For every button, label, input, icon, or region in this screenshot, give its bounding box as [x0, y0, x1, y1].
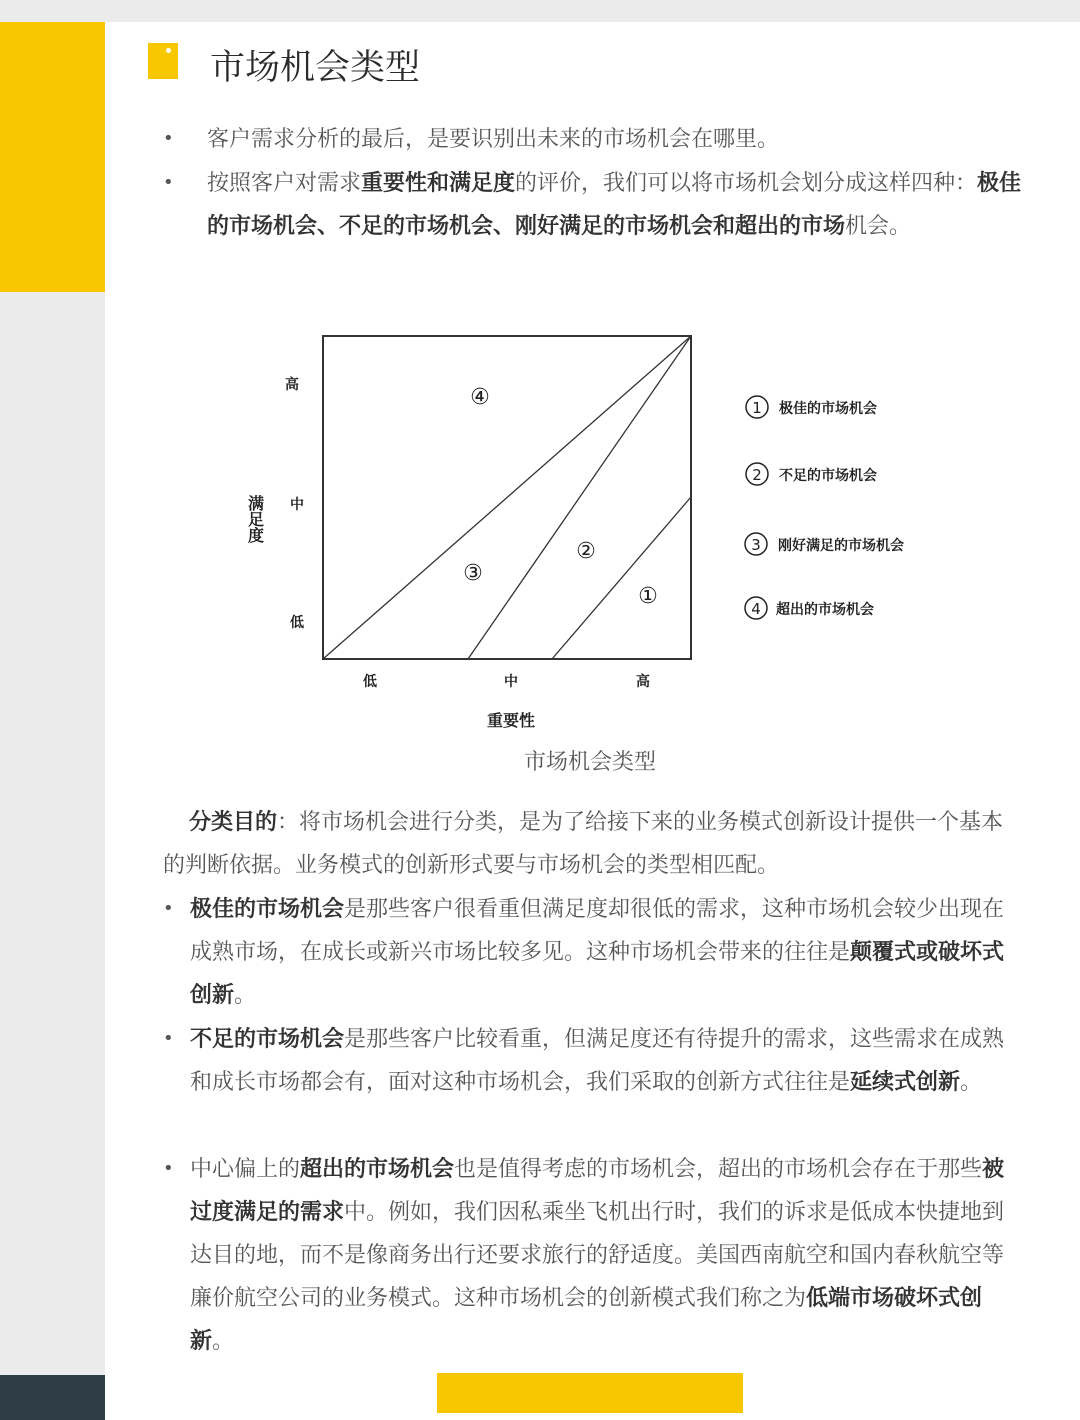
side-footer-bar — [0, 1375, 105, 1420]
svg-text:1: 1 — [752, 399, 762, 417]
x-tick-high: 高 — [636, 674, 650, 690]
purpose-paragraph: 分类目的：将市场机会进行分类，是为了给接下来的业务模式创新设计提供一个基本的判断依据。业务模式的创新形式要与市场机会的类型相匹配。 — [163, 810, 1004, 878]
y-tick-mid: 中 — [290, 497, 304, 513]
diagonal-line-1 — [323, 336, 691, 659]
region-marker-4: ④ — [470, 385, 490, 410]
diagonal-line-3 — [552, 497, 691, 659]
legend-item-2 — [746, 463, 877, 485]
x-tick-mid: 中 — [504, 674, 518, 690]
body-item-2: 不足的市场机会是那些客户比较看重，但满足度还有待提升的需求，这些需求在成熟和成长市场都会有，面对这种市场机会，我们采取的创新方式往往是延续式创新。 — [190, 1027, 1005, 1095]
y-axis-label: 满足度 — [245, 495, 265, 543]
bullet-symbol: • — [163, 898, 174, 919]
title-marker — [148, 43, 178, 79]
region-marker-2: ② — [576, 539, 596, 564]
y-tick-high: 高 — [285, 377, 299, 393]
intro-bullet-2: 按照客户对需求重要性和满足度的评价，我们可以将市场机会划分成这样四种：极佳的市场机会、不足的市场机会、刚好满足的市场机会和超出的市场机会。 — [207, 171, 1022, 239]
svg-text:超出的市场机会: 超出的市场机会 — [776, 602, 874, 618]
legend-item-1 — [746, 396, 877, 418]
bullet-symbol: • — [163, 128, 174, 149]
side-accent-bar — [0, 22, 105, 292]
bullet-symbol: • — [163, 1158, 174, 1179]
market-opportunity-diagram — [230, 325, 950, 745]
legend-item-4 — [745, 597, 874, 619]
body-item-3: 中心偏上的超出的市场机会也是值得考虑的市场机会，超出的市场机会存在于那些被过度满足的需求中。例如，我们因私乘坐飞机出行时，我们的诉求是低成本快捷地到达目的地，而不是像商务出行还要求旅行的舒适度。美国西南航空和国内春秋航空等廉价航空公司的业务模式。这种市场机会的创新模式我们称之为低端市场破坏式创新。 — [190, 1157, 1005, 1354]
svg-text:4: 4 — [751, 600, 761, 618]
svg-text:3: 3 — [751, 536, 761, 554]
footer-accent-block — [437, 1373, 743, 1413]
bullet-symbol: • — [163, 1028, 174, 1049]
legend-item-3 — [745, 533, 904, 555]
y-tick-low: 低 — [290, 615, 304, 631]
region-marker-1: ① — [638, 584, 658, 609]
page-title: 市场机会类型 — [210, 48, 421, 88]
svg-text:2: 2 — [752, 466, 762, 484]
svg-text:刚好满足的市场机会: 刚好满足的市场机会 — [778, 538, 904, 554]
body-item-1: 极佳的市场机会是那些客户很看重但满足度却很低的需求，这种市场机会较少出现在成熟市场，在成长或新兴市场比较多见。这种市场机会带来的往往是颠覆式或破坏式创新。 — [190, 897, 1005, 1008]
svg-text:极佳的市场机会: 极佳的市场机会 — [779, 401, 877, 417]
svg-text:不足的市场机会: 不足的市场机会 — [779, 468, 877, 484]
x-axis-label: 重要性 — [486, 711, 536, 730]
diagram-caption: 市场机会类型 — [523, 750, 656, 775]
region-marker-3: ③ — [463, 561, 483, 586]
bullet-symbol: • — [163, 172, 174, 193]
intro-bullet-1: 客户需求分析的最后，是要识别出未来的市场机会在哪里。 — [207, 127, 780, 152]
x-tick-low: 低 — [363, 674, 377, 690]
diagonal-line-2 — [468, 336, 691, 659]
